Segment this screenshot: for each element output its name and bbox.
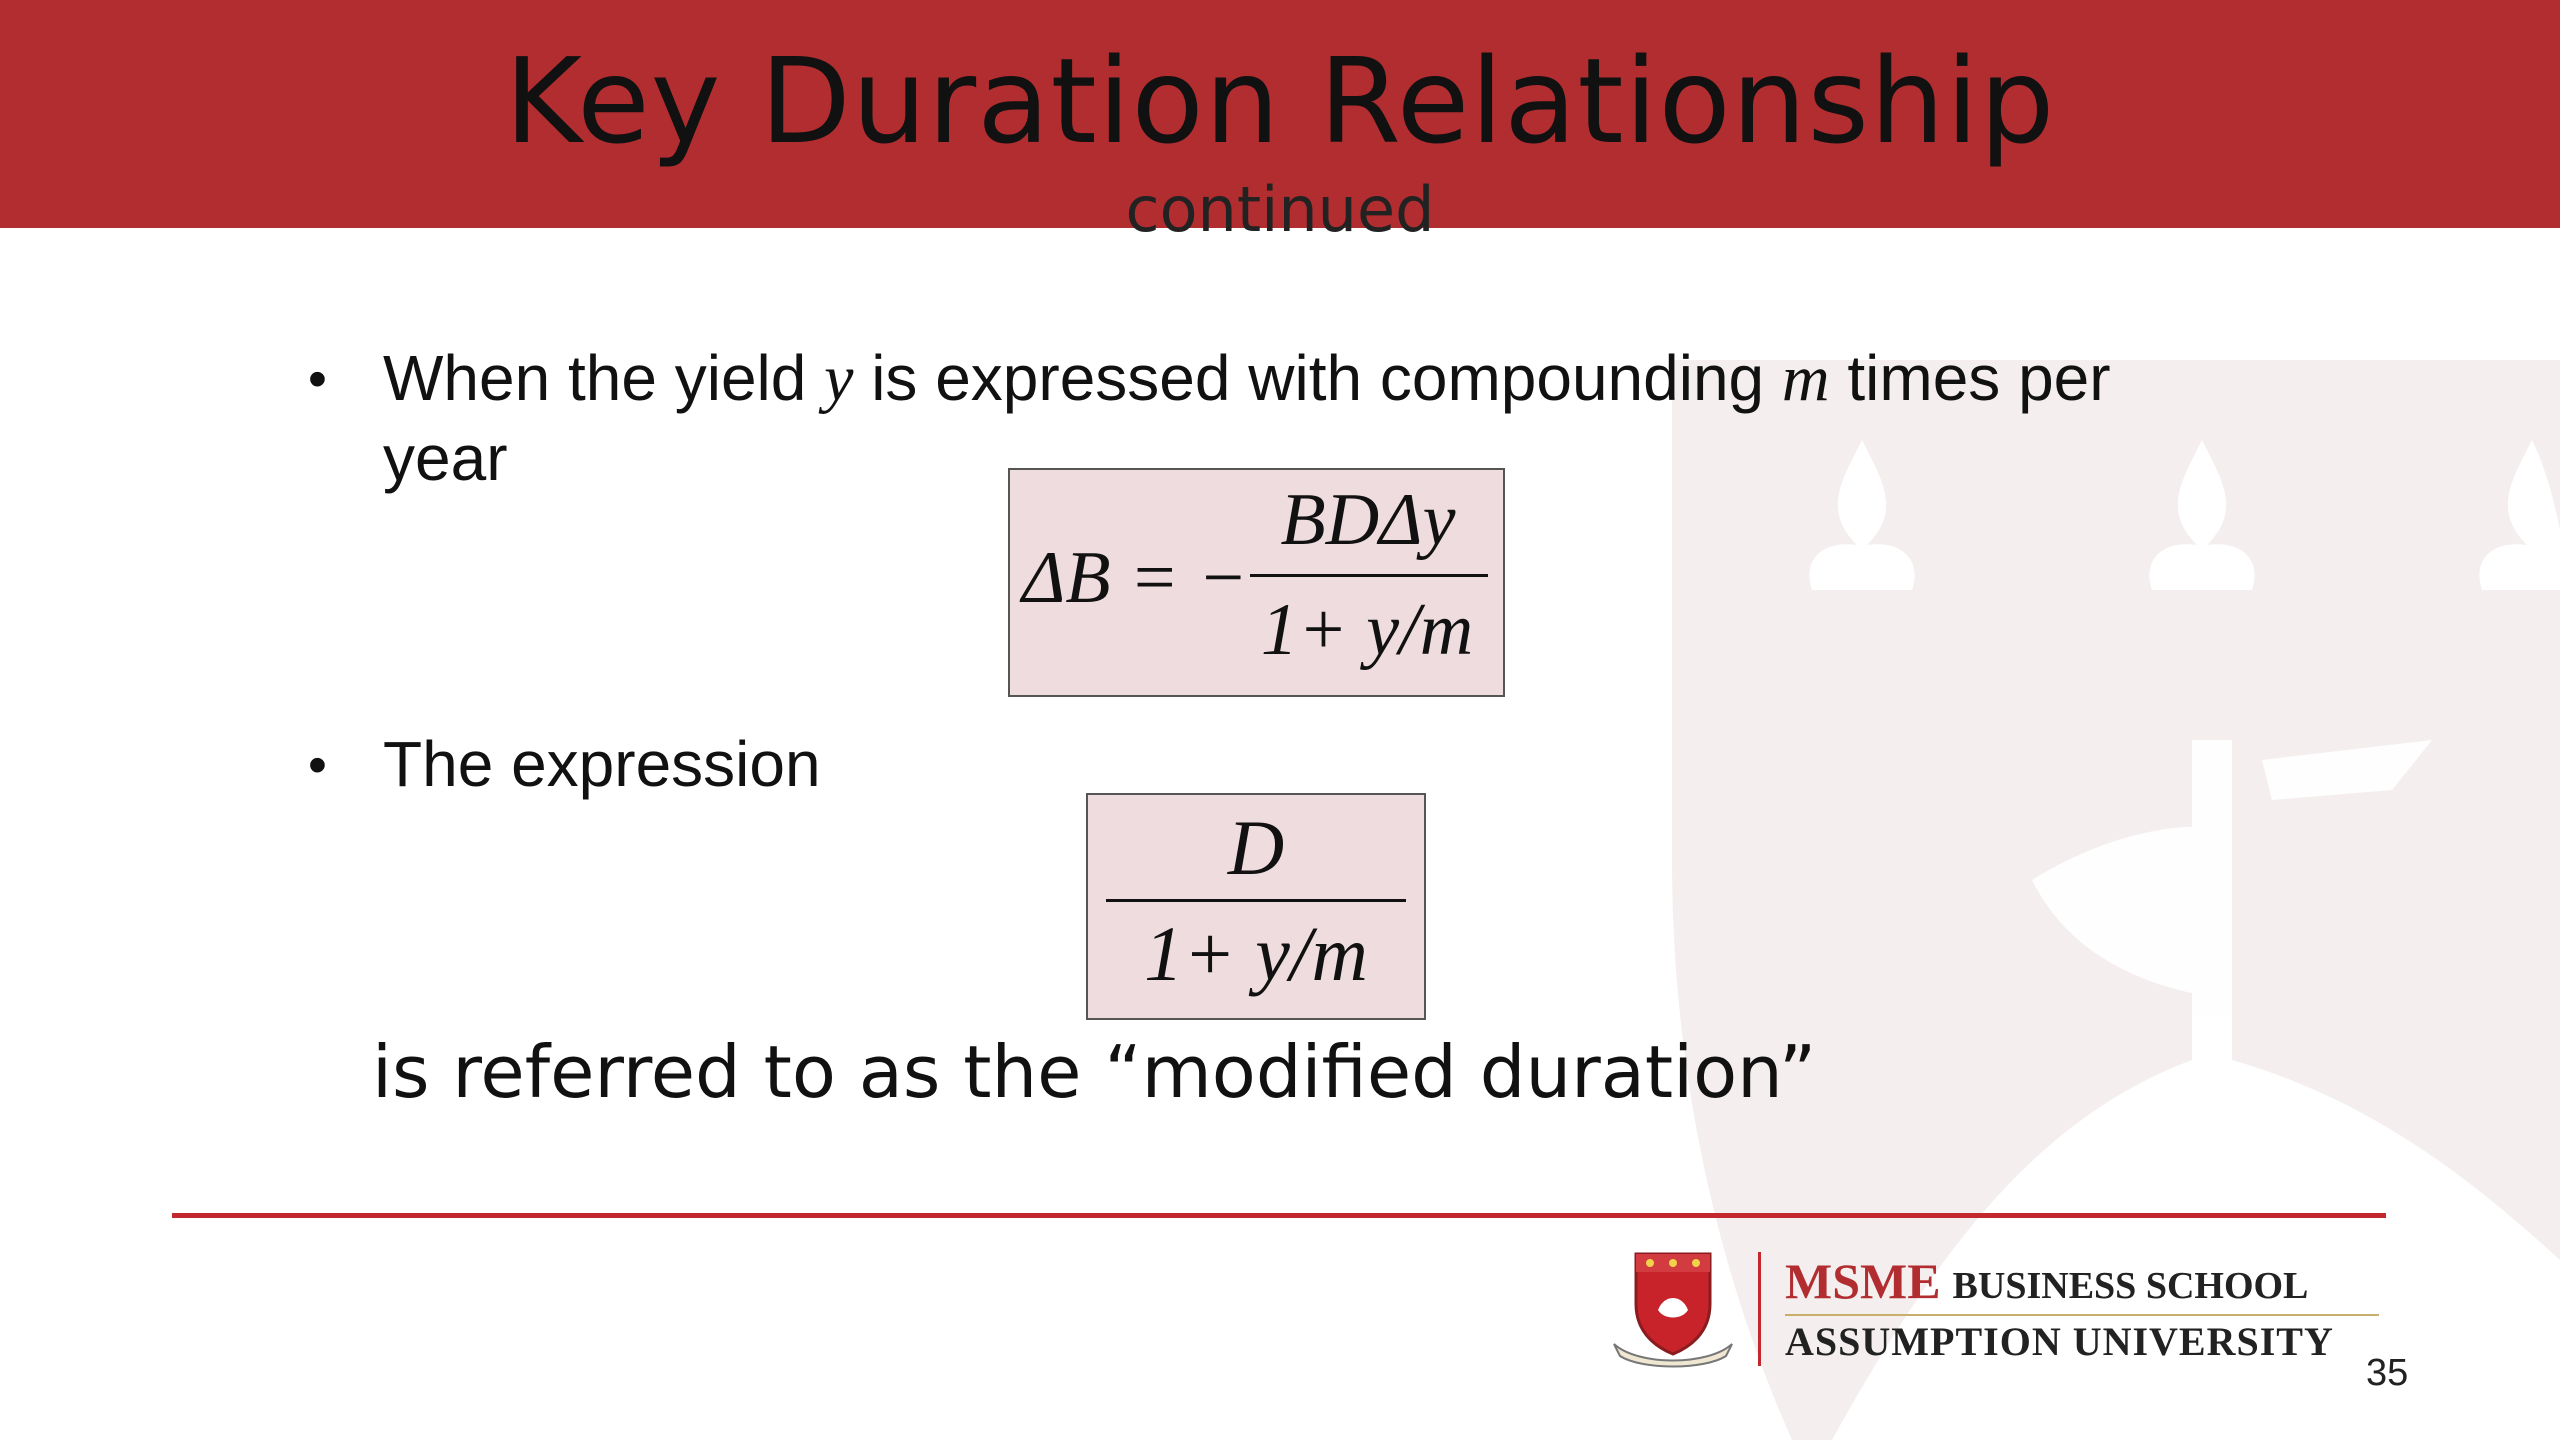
university-crest-icon (1608, 1248, 1738, 1370)
bullet-marker: • (308, 349, 327, 409)
school-name-line-1 (1785, 1252, 2308, 1310)
variable-m: m (1781, 342, 1830, 415)
formula-1-numerator: BDΔy (1280, 479, 1456, 561)
formula-1-lhs: ΔB = − (1022, 537, 1248, 619)
bullet-2-text: The expression (383, 728, 821, 800)
school-name-rest: BUSINESS SCHOOL (1952, 1265, 2309, 1307)
footer-divider (172, 1213, 2386, 1218)
footer-vertical-divider (1758, 1252, 1761, 1366)
slide-subtitle: continued (1125, 173, 1435, 246)
university-name: ASSUMPTION UNIVERSITY (1785, 1319, 2334, 1364)
modified-duration-statement: is referred to as the “modified duration” (372, 1030, 1817, 1114)
bullet-1-line2: year (383, 422, 508, 494)
slide-title: Key Duration Relationship (504, 32, 2056, 170)
formula-2-numerator: D (1227, 804, 1285, 891)
bullet-marker: • (308, 735, 327, 795)
bullet-1-text (383, 338, 2183, 419)
bullet-1-after: times per (1829, 342, 2111, 414)
formula-1-denominator: 1+ y/m (1260, 589, 1474, 671)
formula-1-fraction-bar (1250, 574, 1488, 577)
formula-modified-duration (1086, 793, 1426, 1020)
bullet-1-middle: is expressed with compounding (853, 342, 1782, 414)
school-name-bold: MSME (1785, 1253, 1941, 1309)
variable-y: y (824, 342, 854, 415)
page-number: 35 (2366, 1352, 2409, 1394)
formula-price-change (1008, 468, 1505, 697)
formula-2-fraction-bar (1106, 899, 1406, 902)
footer-school-underline (1785, 1314, 2379, 1316)
bullet-1-before: When the yield (383, 342, 825, 414)
formula-2-denominator: 1+ y/m (1144, 910, 1368, 997)
